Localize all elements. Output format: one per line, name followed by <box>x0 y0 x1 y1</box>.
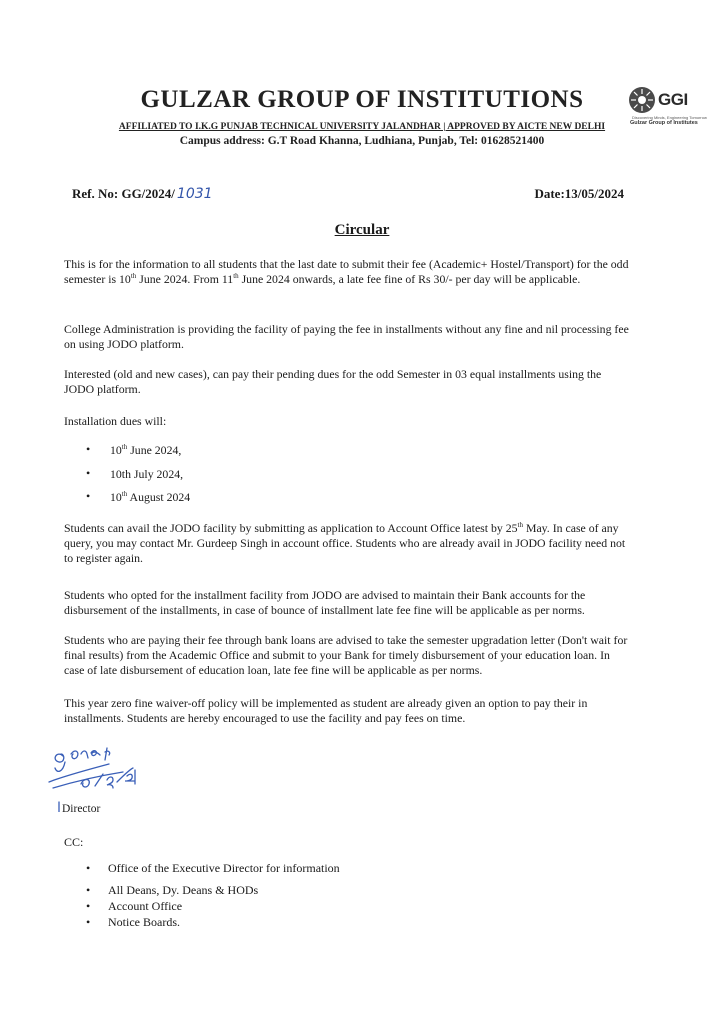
list-item: • 10th August 2024 <box>86 490 190 514</box>
director-signature <box>45 742 155 812</box>
installment-dates-list <box>86 443 190 514</box>
ggi-logo <box>628 86 708 136</box>
affiliation-line: AFFILIATED TO I.K.G PUNJAB TECHNICAL UNIVERSITY JALANDHAR | APPROVED BY AICTE NEW DELHI <box>118 122 606 132</box>
fee-deadline-paragraph: This is for the information to all students that the last date to submit their fee (Academic+ Hostel/Transport) for the odd semester is 10th June 2024. From 11th June 2024 onwards, a late fee fine of Rs 30/- per day will be applicable. <box>64 257 629 286</box>
cc-list <box>86 860 340 930</box>
reference-handwritten-number: 1031 <box>176 186 213 202</box>
logo-mark <box>628 86 708 114</box>
circular-heading: Circular <box>334 222 390 238</box>
list-item: • 10th July 2024, <box>86 467 190 491</box>
zero-fine-policy-paragraph: This year zero fine waiver-off policy will be implemented as student are already given an option to pay their in installments. Students are hereby encouraged to use the facility and pay fees on time. <box>64 696 588 725</box>
list-item: • Notice Boards. <box>86 914 340 930</box>
director-title: Director <box>62 803 101 815</box>
reference-number <box>72 186 213 202</box>
installment-facility-paragraph: College Administration is providing the facility of paying the fee in installments without any fine and nil processing fee on using JODO platform. <box>64 322 629 351</box>
logo-subtitle: Gulzar Group of Institutes <box>630 120 698 126</box>
institution-name: GULZAR GROUP OF INSTITUTIONS <box>140 86 584 113</box>
campus-address: Campus address: G.T Road Khanna, Ludhiana, Punjab, Tel: 01628521400 <box>179 135 545 147</box>
jodo-application-paragraph: Students can avail the JODO facility by submitting as application to Account Office latest by 25th May. In case of any query, you may contact Mr. Gurdeep Singh in account office. Students who are already avail in JODO facility need not to register again. <box>64 521 626 565</box>
bank-loan-paragraph: Students who are paying their fee through bank loans are advised to take the semester upgradation letter (Don't wait for final results) from the Academic Office and submit to your Bank for timely disbursement of your education loan. In case of late disbursement of education loan, late fee fine will be applicable as per norms. <box>64 633 628 677</box>
pending-dues-paragraph: Interested (old and new cases), can pay their pending dues for the odd Semester in 03 equal installments using the JODO platform. <box>64 367 602 396</box>
logo-text: GGI <box>658 90 688 109</box>
list-item: • 10th June 2024, <box>86 443 190 467</box>
document-date: Date:13/05/2024 <box>534 186 624 201</box>
bank-account-paragraph: Students who opted for the installment facility from JODO are advised to maintain their Bank accounts for the disbursement of the installments, in case of bounce of installment late fee fine will be applicable as per norms. <box>64 588 586 617</box>
cc-label: CC: <box>64 835 84 849</box>
list-item: • All Deans, Dy. Deans & HODs <box>86 882 340 898</box>
list-item: • Account Office <box>86 898 340 914</box>
list-item: • Office of the Executive Director for information <box>86 860 340 876</box>
reference-label: Ref. No: GG/2024/ <box>72 186 175 201</box>
sunburst-emblem-icon <box>628 86 656 114</box>
installation-dues-label: Installation dues will: <box>64 414 167 428</box>
logo-tagline: Discovering Minds, Engineering Tomorrow <box>632 115 707 120</box>
